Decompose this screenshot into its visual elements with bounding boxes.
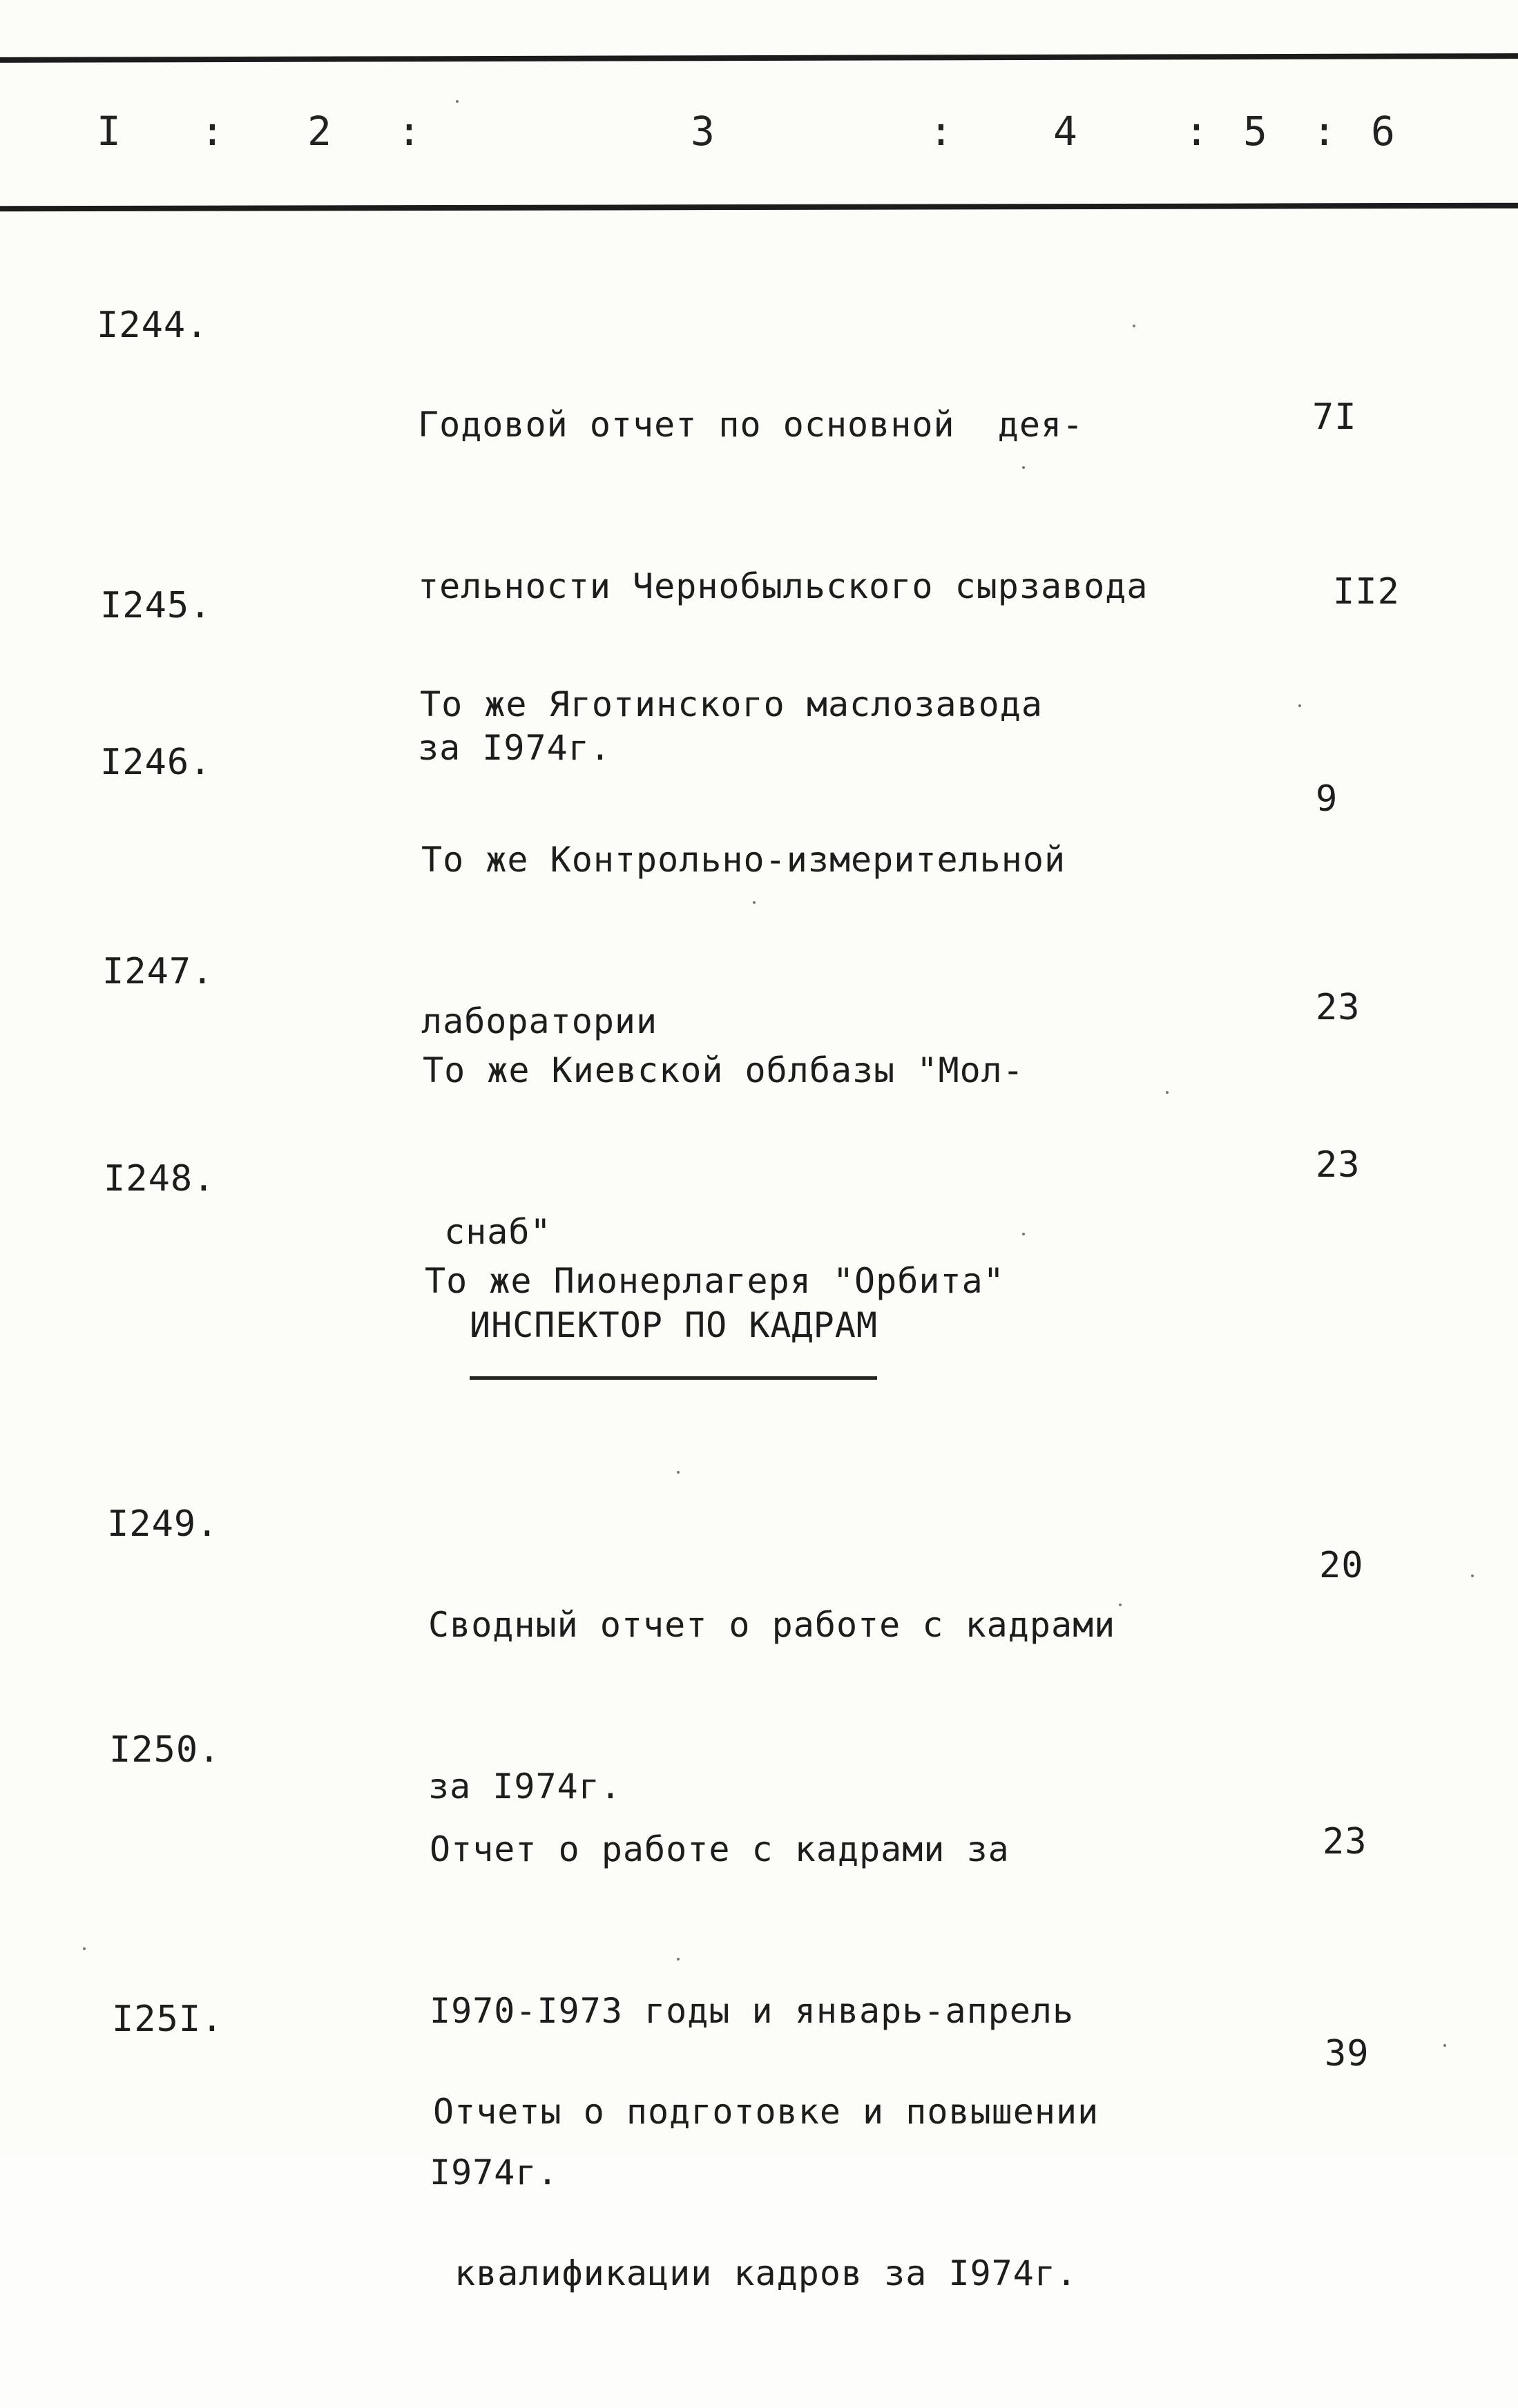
scan-speck — [1022, 1233, 1025, 1235]
column-header-4: 4 — [1053, 108, 1077, 155]
column-header-5: 5 — [1243, 108, 1267, 155]
column-header-6: 6 — [1371, 108, 1395, 155]
entry-sheet-count: 20 — [1319, 1545, 1364, 1586]
entry-description-line: I974г. — [430, 2152, 559, 2193]
column-separator: : — [397, 108, 421, 155]
entry-sheet-count: 39 — [1325, 2033, 1370, 2074]
entry-description-line: квалификации кадров за I974г. — [433, 2253, 1078, 2293]
scan-speck — [1443, 2044, 1446, 2047]
entry-sheet-count: 23 — [1323, 1821, 1367, 1862]
entry-description-line: То же Яготинского маслозавода — [420, 684, 1043, 724]
scan-speck — [753, 901, 756, 904]
entry-number: I244. — [97, 305, 209, 346]
entry-sheet-count: 9 — [1316, 778, 1338, 820]
entry-description-line: Годовой отчет по основной дея- — [418, 405, 1084, 445]
scan-speck — [1119, 1603, 1122, 1606]
entry-sheet-count: 23 — [1316, 987, 1361, 1028]
column-header-3: 3 — [691, 108, 715, 155]
entry-number: I25I. — [112, 1998, 224, 2040]
column-separator: : — [1184, 108, 1209, 155]
entry-number: I247. — [102, 951, 214, 992]
entry-number: I248. — [104, 1158, 215, 1200]
entry-description-line: Сводный отчет о работе с кадрами — [428, 1605, 1116, 1645]
scan-speck — [677, 1471, 680, 1474]
scan-speck — [677, 1958, 680, 1961]
scan-speck — [1166, 1091, 1169, 1094]
column-header-2: 2 — [307, 108, 332, 155]
entry-number: I250. — [109, 1729, 221, 1771]
entry-sheet-count: 23 — [1316, 1144, 1361, 1186]
scan-speck — [1133, 325, 1135, 327]
entry-sheet-count: 7I — [1312, 396, 1357, 438]
column-separator: : — [200, 108, 224, 155]
entry-description-line: снаб" — [423, 1212, 552, 1252]
entry-description-line: То же Контрольно-измерительной — [421, 840, 1066, 880]
scan-speck — [1022, 466, 1025, 469]
section-underline — [470, 1376, 877, 1380]
entry-description-line: I970-I973 годы и январь-апрель — [430, 1991, 1075, 2031]
column-separator: : — [1312, 108, 1336, 155]
scan-speck — [1471, 1574, 1474, 1577]
entry-description — [425, 1146, 1005, 1416]
header-bottom-rule — [0, 203, 1518, 212]
entry-number: I245. — [100, 585, 212, 626]
scan-speck — [1298, 704, 1301, 707]
entry-number: I246. — [100, 742, 212, 783]
section-heading: ИНСПЕКТОР ПО КАДРАМ — [470, 1305, 878, 1345]
column-header-1: I — [97, 108, 121, 155]
entry-description-line: Отчеты о подготовке и повышении — [433, 2092, 1099, 2132]
entry-description-line: Отчет о работе с кадрами за — [430, 1829, 1010, 1869]
entry-number: I249. — [107, 1503, 219, 1545]
entry-description-line: То же Пионерлагеря "Орбита" — [425, 1261, 1005, 1301]
entry-description-line: То же Киевской облбазы "Мол- — [423, 1050, 1024, 1090]
entry-description-line: лаборатории — [421, 1001, 658, 1041]
entry-description-line: за I974г. — [428, 1766, 622, 1807]
scan-speck — [83, 1947, 86, 1950]
entry-description-line: за I974г. — [418, 728, 611, 768]
scan-speck — [456, 100, 459, 103]
header-top-rule — [0, 53, 1518, 63]
entry-description-line: тельности Чернобыльского сырзавода — [418, 566, 1149, 606]
column-separator: : — [929, 108, 953, 155]
entry-sheet-count: II2 — [1333, 571, 1400, 613]
entry-description — [433, 1977, 1099, 2408]
